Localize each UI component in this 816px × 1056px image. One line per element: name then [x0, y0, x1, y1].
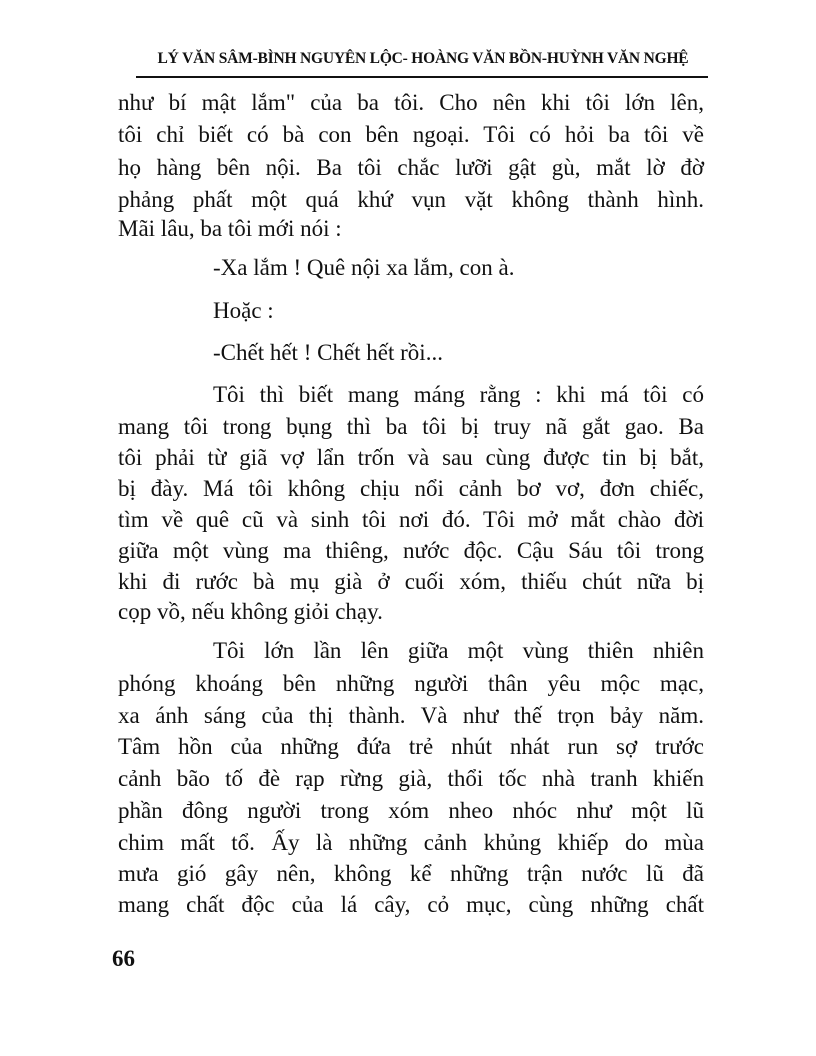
header-rule — [136, 76, 708, 78]
text-line: chim mất tổ. Ấy là những cảnh khủng khiếp do mùa — [118, 830, 704, 855]
text-line: như bí mật lắm" của ba tôi. Cho nên khi tôi lớn lên, — [118, 90, 704, 115]
text-line: tìm về quê cũ và sinh tôi nơi đó. Tôi mở mắt chào đời — [118, 507, 704, 532]
dialogue-line: -Xa lắm ! Quê nội xa lắm, con à. — [213, 255, 515, 280]
text-line: phần đông người trong xóm nheo nhóc như một lũ — [118, 798, 704, 823]
dialogue-line: Hoặc : — [213, 298, 274, 323]
paragraph-first-line: Tôi lớn lần lên giữa một vùng thiên nhiên — [213, 638, 704, 663]
text-line: mang chất độc của lá cây, cỏ mục, cùng những chất — [118, 892, 704, 917]
dialogue-line: -Chết hết ! Chết hết rồi... — [213, 340, 443, 365]
text-line: Mãi lâu, ba tôi mới nói : — [118, 216, 342, 241]
text-line: mang tôi trong bụng thì ba tôi bị truy nã gắt gao. Ba — [118, 414, 704, 439]
text-line: tôi chỉ biết có bà con bên ngoại. Tôi có hỏi ba tôi về — [118, 122, 704, 147]
page-number: 66 — [112, 946, 135, 971]
text-line: xa ánh sáng của thị thành. Và như thế trọn bảy năm. — [118, 703, 704, 728]
text-line: bị đày. Má tôi không chịu nổi cảnh bơ vơ, đơn chiếc, — [118, 476, 704, 501]
text-line: cảnh bão tố đè rạp rừng già, thổi tốc nhà tranh khiến — [118, 766, 704, 791]
text-line: phảng phất một quá khứ vụn vặt không thành hình. — [118, 187, 704, 212]
text-line: tôi phải từ giã vợ lẩn trốn và sau cùng được tin bị bắt, — [118, 445, 704, 470]
text-line: giữa một vùng ma thiêng, nước độc. Cậu Sáu tôi trong — [118, 538, 704, 563]
text-line: Tâm hồn của những đứa trẻ nhút nhát run sợ trước — [118, 734, 704, 759]
running-header: LÝ VĂN SÂM-BÌNH NGUYÊN LỘC- HOÀNG VĂN BỒN-HUỲNH VĂN NGHỆ — [157, 50, 689, 67]
text-line: cọp vồ, nếu không giỏi chạy. — [118, 599, 383, 624]
text-line: phóng khoáng bên những người thân yêu mộc mạc, — [118, 671, 704, 696]
text-line: khi đi rước bà mụ già ở cuối xóm, thiếu chút nữa bị — [118, 569, 704, 594]
paragraph-first-line: Tôi thì biết mang máng rằng : khi má tôi có — [213, 382, 704, 407]
text-line: họ hàng bên nội. Ba tôi chắc lưỡi gật gù, mắt lờ đờ — [118, 155, 704, 180]
text-line: mưa gió gây nên, không kể những trận nước lũ đã — [118, 861, 704, 886]
